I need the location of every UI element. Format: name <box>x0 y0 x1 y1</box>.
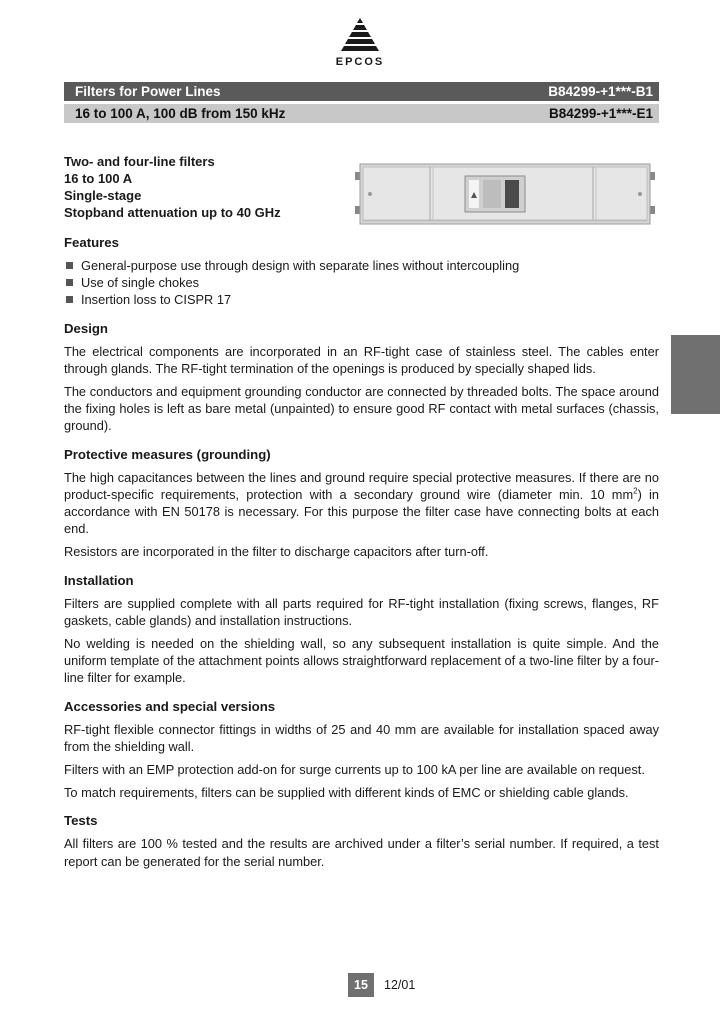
intro-line: Single-stage <box>64 188 142 203</box>
features-heading: Features <box>64 235 119 250</box>
protective-heading: Protective measures (grounding) <box>64 446 271 462</box>
product-photo <box>355 162 655 226</box>
paragraph: To match requirements, filters can be supplied with different kinds of EMC or shielding cable glands. <box>64 785 629 801</box>
accessories-section <box>64 698 659 802</box>
design-heading: Design <box>64 320 108 336</box>
list-item <box>64 291 659 308</box>
paragraph: Resistors are incorporated in the filter to discharge capacitors after turn-off. <box>64 544 489 560</box>
list-item <box>64 274 659 291</box>
intro-line: Two- and four-line filters <box>64 154 215 169</box>
doc-subtitle: 16 to 100 A, 100 dB from 150 kHz <box>75 106 286 121</box>
list-item-text: General-purpose use through design with separate lines without intercoupling <box>81 258 520 273</box>
list-item-text: Insertion loss to CISPR 17 <box>81 292 232 308</box>
paragraph: No welding is needed on the shielding wall, so any subsequent installation is quite simple. And the uniform template of the attachment points allows straightforward replacement of a two-line filter by a four-line filter for example. <box>64 636 659 686</box>
doc-title: Filters for Power Lines <box>75 84 221 99</box>
installation-heading: Installation <box>64 572 134 588</box>
header-bar-subtitle <box>64 104 659 123</box>
features-list <box>64 257 659 309</box>
tests-heading: Tests <box>64 813 98 829</box>
bullet-square-icon <box>66 296 73 303</box>
bullet-square-icon <box>66 279 73 286</box>
paragraph: All filters are 100 % tested and the results are archived under a filter’s serial number. If required, a test report can be generated for the serial number. <box>64 836 659 869</box>
features-section <box>64 234 659 309</box>
section-tab-marker <box>671 335 720 414</box>
product-code-1: B84299-+1***-B1 <box>548 84 653 99</box>
product-code-2: B84299-+1***-E1 <box>549 106 653 121</box>
superscript: 2 <box>633 486 638 496</box>
intro-block <box>64 153 281 221</box>
accessories-heading: Accessories and special versions <box>64 698 276 714</box>
list-item <box>64 257 659 274</box>
paragraph: The conductors and equipment grounding conductor are connected by threaded bolts. The space around the fixing holes is left as bare metal (unpainted) to ensure good RF contact with metal surfaces (chassis, ground). <box>64 384 659 434</box>
paragraph: Filters with an EMP protection add-on for surge currents up to 100 kA per line are available on request. <box>64 762 645 778</box>
paragraph <box>64 469 659 538</box>
intro-line: 16 to 100 A <box>64 171 133 186</box>
logo-triangle-icon <box>338 18 382 54</box>
paragraph-text: The high capacitances between the lines and ground require special protective measures. If there are no product-specific requirements, protection with a secondary ground wire (diameter min. 10 mm <box>64 469 659 502</box>
tests-section <box>64 812 659 869</box>
installation-section <box>64 572 659 687</box>
header-bar-title <box>64 82 659 101</box>
paragraph: The electrical components are incorporated in an RF-tight case of stainless steel. The cables enter through glands. The RF-tight termination of the openings is produced by specially shaped lids. <box>64 343 659 376</box>
logo-wordmark: EPCOS <box>335 56 385 68</box>
paragraph: Filters are supplied complete with all parts required for RF-tight installation (fixing screws, flanges, RF gaskets, cable glands) and installation instructions. <box>64 595 659 628</box>
issue-date: 12/01 <box>384 978 416 992</box>
paragraph: RF-tight flexible connector fittings in widths of 25 and 40 mm are available for installation spaced away from the shielding wall. <box>64 721 659 754</box>
page-number: 15 <box>348 973 374 997</box>
paragraph-text: ) in accordance with EN 50178 is necessary. For this purpose the filter case have connecting bolts at each end. <box>64 486 660 537</box>
intro-line: Stopband attenuation up to 40 GHz <box>64 205 281 220</box>
design-section <box>64 320 659 435</box>
list-item-text: Use of single chokes <box>81 275 200 291</box>
epcos-logo <box>330 18 390 72</box>
protective-section <box>64 446 659 561</box>
main-content <box>64 234 659 881</box>
bullet-square-icon <box>66 262 73 269</box>
